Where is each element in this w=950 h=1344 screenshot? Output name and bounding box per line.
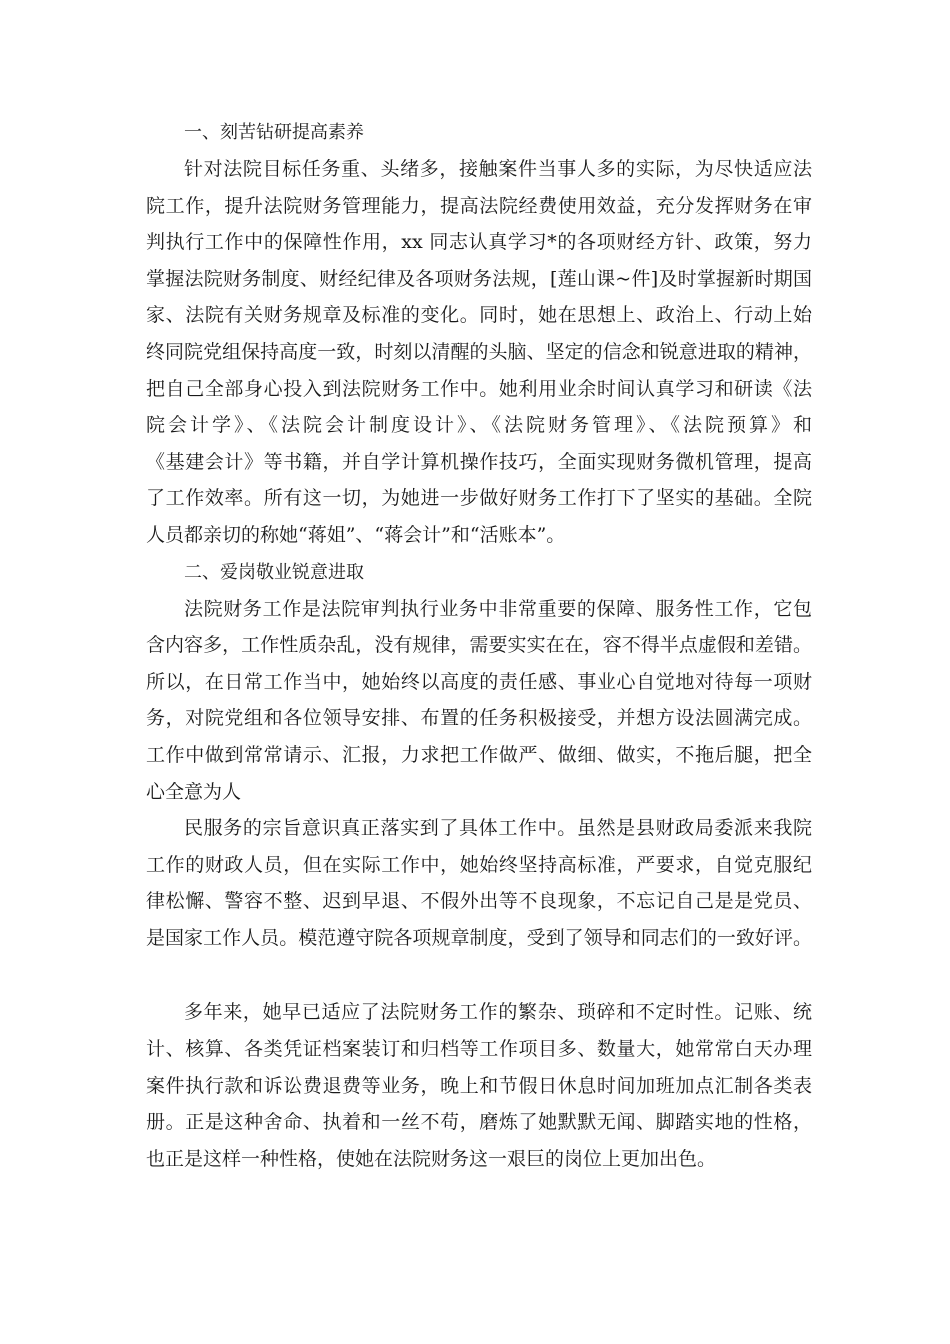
document-body	[146, 114, 812, 1177]
text-line: 民服务的宗旨意识真正落实到了具体工作中。虽然是县财政局委派来我院	[184, 817, 812, 840]
text-line: 是国家工作人员。模范遵守院各项规章制度，受到了领导和同志们的一致好评。	[146, 926, 812, 949]
text-line: 多年来，她早已适应了法院财务工作的繁杂、琐碎和不定时性。记账、统	[184, 1001, 812, 1024]
text-line: 院工作，提升法院财务管理能力，提高法院经费使用效益，充分发挥财务在审	[146, 194, 812, 217]
section-heading-1: 一、刻苦钻研提高素养	[184, 122, 364, 143]
text-line: 院会计学》、《法院会计制度设计》、《法院财务管理》、《法院预算》和	[146, 414, 812, 437]
text-line: 计、核算、各类凭证档案装订和归档等工作项目多、数量大，她常常白天办理	[146, 1038, 812, 1061]
text-line: 工作的财政人员，但在实际工作中，她始终坚持高标准，严要求，自觉克服纪	[146, 853, 812, 876]
text-line: 判执行工作中的保障性作用，xx 同志认真学习*的各项财经方针、政策，努力	[146, 231, 812, 254]
text-line: 了工作效率。所有这一切，为她进一步做好财务工作打下了坚实的基础。全院	[146, 487, 812, 510]
section-heading-2: 二、爱岗敬业锐意进取	[184, 561, 364, 583]
text-line: 也正是这样一种性格，使她在法院财务这一艰巨的岗位上更加出色。	[146, 1147, 717, 1170]
text-line: 《基建会计》等书籍，并自学计算机操作技巧，全面实现财务微机管理，提高	[146, 450, 812, 473]
text-line: 人员都亲切的称她“蒋姐”、“蒋会计”和“活账本”。	[146, 523, 566, 546]
text-line: 所以，在日常工作当中，她始终以高度的责任感、事业心自觉地对待每一项财	[146, 670, 812, 693]
text-line: 终同院党组保持高度一致，时刻以清醒的头脑、坚定的信念和锐意进取的精神，	[146, 340, 812, 363]
text-line: 法院财务工作是法院审判执行业务中非常重要的保障、服务性工作，它包	[184, 597, 812, 620]
text-line: 含内容多，工作性质杂乱，没有规律，需要实实在在，容不得半点虚假和差错。	[146, 634, 812, 657]
text-line: 针对法院目标任务重、头绪多，接触案件当事人多的实际，为尽快适应法	[184, 158, 812, 180]
paragraph-1	[146, 151, 812, 554]
text-line: 把自己全部身心投入到法院财务工作中。她利用业余时间认真学习和研读《法	[146, 377, 812, 400]
text-line: 心全意为人	[146, 780, 242, 803]
text-line: 律松懈、警容不整、迟到早退、不假外出等不良现象，不忘记自己是是党员、	[146, 890, 812, 913]
text-line: 掌握法院财务制度、财经纪律及各项财务法规，[莲山课~件]及时掌握新时期国	[146, 267, 812, 290]
paragraph-3	[146, 810, 812, 956]
text-line: 工作中做到常常请示、汇报，力求把工作做严、做细、做实，不拖后腿，把全	[146, 743, 812, 766]
paragraph-2	[146, 591, 812, 811]
text-line: 册。正是这种舍命、执着和一丝不苟，磨炼了她默默无闻、脚踏实地的性格，	[146, 1111, 812, 1134]
text-line: 案件执行款和诉讼费退费等业务，晚上和节假日休息时间加班加点汇制各类表	[146, 1074, 812, 1097]
text-line: 务，对院党组和各位领导安排、布置的任务积极接受，并想方设法圆满完成。	[146, 707, 812, 730]
paragraph-gap	[146, 956, 812, 994]
paragraph-4	[146, 994, 812, 1177]
text-line: 家、法院有关财务规章及标准的变化。同时，她在思想上、政治上、行动上始	[146, 304, 812, 327]
